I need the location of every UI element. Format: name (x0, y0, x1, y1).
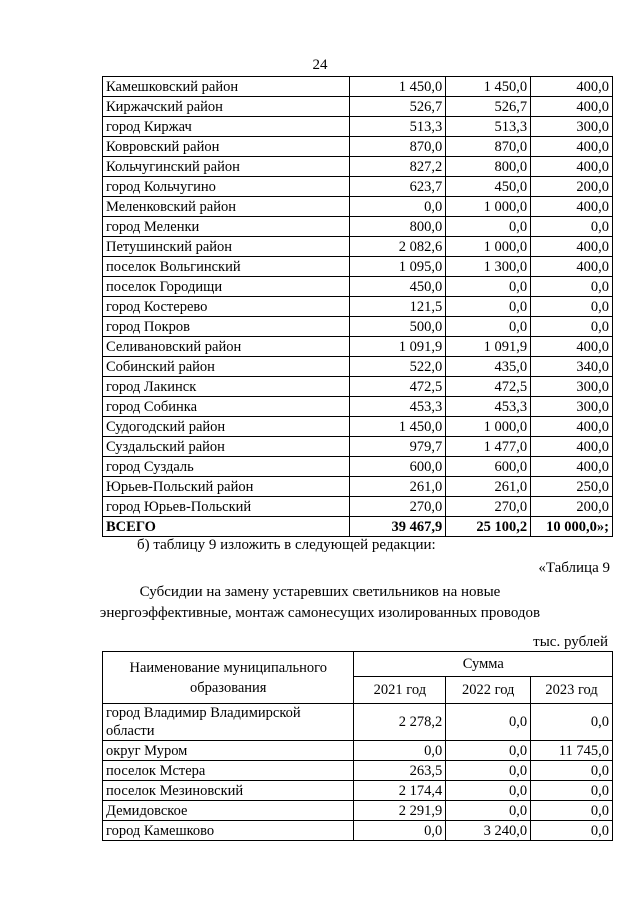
amount-cell: 500,0 (350, 317, 446, 337)
amount-cell: 1 450,0 (350, 417, 446, 437)
table-row (103, 197, 613, 217)
amount-cell: 0,0 (446, 317, 531, 337)
municipality-cell: город Суздаль (103, 457, 350, 477)
amount-cell: 870,0 (446, 137, 531, 157)
amount-cell: 1 091,9 (446, 337, 531, 357)
amount-cell: 450,0 (446, 177, 531, 197)
table-row (103, 477, 613, 497)
page-number: 24 (312, 57, 328, 73)
amount-cell: 400,0 (531, 457, 613, 477)
table-row (103, 357, 613, 377)
table-row (103, 257, 613, 277)
amount-cell: 2 278,2 (354, 704, 446, 741)
amount-cell: 0,0 (446, 781, 531, 801)
amount-cell: 0,0 (531, 277, 613, 297)
municipality-cell: город Камешково (103, 821, 354, 841)
amount-cell: 1 091,9 (350, 337, 446, 357)
municipality-cell: Селивановский район (103, 337, 350, 357)
amount-cell: 400,0 (531, 237, 613, 257)
amount-cell: 513,3 (446, 117, 531, 137)
amount-cell: 1 450,0 (350, 77, 446, 97)
amount-cell: 0,0 (531, 821, 613, 841)
amount-cell: 1 477,0 (446, 437, 531, 457)
amendment-text: б) таблицу 9 изложить в следующей редакции: (137, 537, 436, 553)
table-row (103, 397, 613, 417)
subsidy-table-continued (102, 76, 613, 537)
amount-cell: 261,0 (446, 477, 531, 497)
amount-cell: 600,0 (446, 457, 531, 477)
table-reference: «Таблица 9 (538, 560, 610, 576)
amount-cell: 400,0 (531, 417, 613, 437)
table-row (103, 781, 613, 801)
table-title-line: энергоэффективные, монтаж самонесущих изолированных проводов (99, 605, 541, 621)
header-municipality-line: образования (189, 679, 267, 696)
municipality-cell: город Лакинск (103, 377, 350, 397)
amount-cell: 0,0 (446, 277, 531, 297)
amount-cell: 453,3 (446, 397, 531, 417)
table-row (103, 821, 613, 841)
table-row (103, 217, 613, 237)
amount-cell: 0,0 (446, 761, 531, 781)
amount-cell: 472,5 (446, 377, 531, 397)
table-row (103, 297, 613, 317)
amount-cell: 400,0 (531, 257, 613, 277)
amount-cell: 2 082,6 (350, 237, 446, 257)
amount-cell: 800,0 (446, 157, 531, 177)
amount-cell: 400,0 (531, 77, 613, 97)
total-amount: 10 000,0»; (531, 517, 613, 537)
municipality-cell: Киржачский район (103, 97, 350, 117)
amount-cell: 453,3 (350, 397, 446, 417)
amount-cell: 263,5 (354, 761, 446, 781)
municipality-cell: город Покров (103, 317, 350, 337)
amount-cell: 3 240,0 (446, 821, 531, 841)
lighting-subsidy-table (102, 651, 613, 841)
municipality-cell: Юрьев-Польский район (103, 477, 350, 497)
municipality-cell: Судогодский район (103, 417, 350, 437)
amount-cell: 1 000,0 (446, 197, 531, 217)
amount-cell: 400,0 (531, 197, 613, 217)
municipality-cell: поселок Мезиновский (103, 781, 354, 801)
municipality-cell: город Собинка (103, 397, 350, 417)
amount-cell: 0,0 (531, 317, 613, 337)
table-row (103, 761, 613, 781)
amount-cell: 400,0 (531, 337, 613, 357)
table-row (103, 97, 613, 117)
amount-cell: 472,5 (350, 377, 446, 397)
table-row (103, 157, 613, 177)
amount-cell: 979,7 (350, 437, 446, 457)
municipality-cell: Кольчугинский район (103, 157, 350, 177)
amount-cell: 513,3 (350, 117, 446, 137)
table-row (103, 317, 613, 337)
amount-cell: 340,0 (531, 357, 613, 377)
amount-cell: 0,0 (446, 801, 531, 821)
table-row (103, 377, 613, 397)
municipality-cell: город Владимир Владимирской области (103, 704, 354, 741)
municipality-cell: Суздальский район (103, 437, 350, 457)
total-amount: 25 100,2 (446, 517, 531, 537)
municipality-cell: Меленковский район (103, 197, 350, 217)
table-title-line: Субсидии на замену устаревших светильников на новые (139, 584, 501, 600)
header-year: 2023 год (531, 677, 613, 704)
amount-cell: 827,2 (350, 157, 446, 177)
amount-cell: 400,0 (531, 137, 613, 157)
amount-cell: 0,0 (531, 704, 613, 741)
amount-cell: 1 000,0 (446, 417, 531, 437)
amount-cell: 0,0 (531, 781, 613, 801)
amount-cell: 526,7 (446, 97, 531, 117)
table-row (103, 117, 613, 137)
table-row (103, 457, 613, 477)
amount-cell: 600,0 (350, 457, 446, 477)
amount-cell: 0,0 (354, 821, 446, 841)
amount-cell: 300,0 (531, 377, 613, 397)
municipality-cell: Ковровский район (103, 137, 350, 157)
amount-cell: 121,5 (350, 297, 446, 317)
amount-cell: 0,0 (354, 741, 446, 761)
amount-cell: 200,0 (531, 497, 613, 517)
table-row (103, 741, 613, 761)
amount-cell: 270,0 (350, 497, 446, 517)
total-row (103, 517, 613, 537)
amount-cell: 2 174,4 (354, 781, 446, 801)
municipality-cell: поселок Мстера (103, 761, 354, 781)
amount-cell: 250,0 (531, 477, 613, 497)
table-row (103, 237, 613, 257)
municipality-cell: Камешковский район (103, 77, 350, 97)
amount-cell: 270,0 (446, 497, 531, 517)
table-row (103, 437, 613, 457)
municipality-cell: поселок Вольгинский (103, 257, 350, 277)
amount-cell: 0,0 (531, 297, 613, 317)
header-municipality-line: Наименование муниципального (129, 659, 327, 676)
amount-cell: 435,0 (446, 357, 531, 377)
amount-cell: 0,0 (350, 197, 446, 217)
table-title (0, 582, 640, 624)
amount-cell: 2 291,9 (354, 801, 446, 821)
table-row (103, 417, 613, 437)
total-label: ВСЕГО (103, 517, 350, 537)
amount-cell: 300,0 (531, 397, 613, 417)
table-row (103, 137, 613, 157)
amount-cell: 0,0 (446, 217, 531, 237)
amount-cell: 1 300,0 (446, 257, 531, 277)
amount-cell: 400,0 (531, 97, 613, 117)
header-year: 2022 год (446, 677, 531, 704)
amount-cell: 0,0 (446, 741, 531, 761)
amount-cell: 300,0 (531, 117, 613, 137)
municipality-cell: город Кольчугино (103, 177, 350, 197)
amount-cell: 400,0 (531, 437, 613, 457)
amount-cell: 400,0 (531, 157, 613, 177)
municipality-cell: Демидовское (103, 801, 354, 821)
amount-cell: 0,0 (446, 297, 531, 317)
amount-cell: 1 450,0 (446, 77, 531, 97)
amount-cell: 200,0 (531, 177, 613, 197)
amount-cell: 0,0 (446, 704, 531, 741)
municipality-cell: город Костерево (103, 297, 350, 317)
amount-cell: 870,0 (350, 137, 446, 157)
units-label: тыс. рублей (533, 634, 608, 650)
municipality-cell: город Меленки (103, 217, 350, 237)
amount-cell: 0,0 (531, 801, 613, 821)
header-year: 2021 год (354, 677, 446, 704)
municipality-cell: поселок Городищи (103, 277, 350, 297)
table-row (103, 497, 613, 517)
amount-cell: 800,0 (350, 217, 446, 237)
amount-cell: 1 095,0 (350, 257, 446, 277)
amount-cell: 623,7 (350, 177, 446, 197)
table-row (103, 177, 613, 197)
table-row (103, 337, 613, 357)
municipality-cell: Петушинский район (103, 237, 350, 257)
table-row (103, 704, 613, 741)
municipality-cell: город Киржач (103, 117, 350, 137)
amount-cell: 261,0 (350, 477, 446, 497)
amount-cell: 0,0 (531, 761, 613, 781)
header-municipality (103, 652, 354, 704)
table-row (103, 277, 613, 297)
table-row (103, 801, 613, 821)
amount-cell: 11 745,0 (531, 741, 613, 761)
amount-cell: 450,0 (350, 277, 446, 297)
municipality-cell: город Юрьев-Польский (103, 497, 350, 517)
amount-cell: 526,7 (350, 97, 446, 117)
table-row (103, 77, 613, 97)
total-amount: 39 467,9 (350, 517, 446, 537)
amount-cell: 1 000,0 (446, 237, 531, 257)
amount-cell: 522,0 (350, 357, 446, 377)
amount-cell: 0,0 (531, 217, 613, 237)
header-sum: Сумма (354, 652, 613, 677)
municipality-cell: округ Муром (103, 741, 354, 761)
municipality-cell: Собинский район (103, 357, 350, 377)
